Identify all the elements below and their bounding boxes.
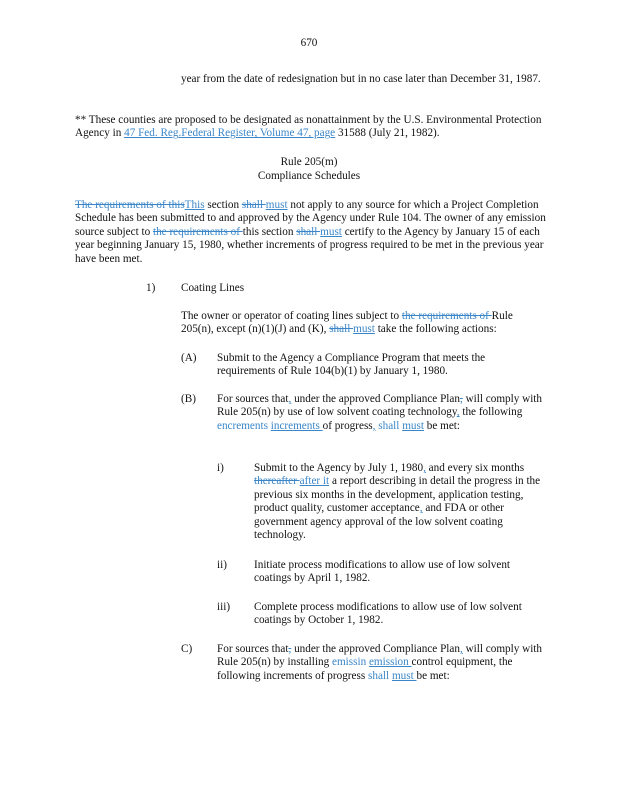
deleted-text: shall (296, 225, 321, 238)
item-iii-label: iii) (217, 601, 231, 613)
inserted-text: must (320, 225, 342, 238)
continuation-paragraph: year from the date of redesignation but in no case later than December 31, 1987. (181, 73, 541, 85)
footnote-inserted-ref-full: Federal Register, Volume 47, page (181, 127, 336, 140)
item-b-text: For sources that, under the approved Compliance Plan, will comply with Rule 205(n) by use of low solvent coating technology, the following encrements increments of progress, shall must be met: (217, 393, 543, 432)
inserted-text: must (353, 323, 375, 336)
item-b-label: (B) (181, 393, 196, 405)
inserted-text: must (391, 669, 417, 682)
deleted-text: shall (241, 199, 266, 211)
inserted-text: encrements (217, 419, 271, 432)
inserted-text: shall (378, 419, 400, 432)
item-a-text: Submit to the Agency a Compliance Program that meets the requirements of Rule 104(b)(1) by January 1, 1980. (217, 352, 486, 378)
inserted-text: This (184, 199, 205, 211)
intro-paragraph: The requirements of thisThis section shall must not apply to any source for which a Project Completion Schedule has been submitted to and approved by the Agency under Rule 104. The owner of any emission source subject to the requirements of this section shall must certify to the Agency by January 15 of each year beginning January 15, 1980, whether increments of progress required to be met in the previous year have been met. (75, 199, 546, 265)
footnote-inserted-ref: 47 Fed. Reg. (124, 127, 182, 140)
section-1-paragraph: The owner or operator of coating lines subject to the requirements of Rule 205(n), except (n)(1)(J) and (K), shall must take the following actions: (181, 310, 513, 336)
inserted-text: shall (368, 669, 390, 682)
item-i-text: Submit to the Agency by July 1, 1980, and every six months thereafter after it a report describing in detail the progress in the previous six months in the development, application testing, product quality, customer acceptance, and FDA or other government agency approval of the low solvent coating technology. (254, 462, 541, 542)
footnote (75, 114, 560, 141)
item-i-label: i) (217, 462, 224, 474)
page-number: 670 (300, 37, 318, 49)
footnote-citation: 31588 (July 21, 1982). (335, 127, 440, 140)
inserted-text: emissin (331, 656, 367, 669)
section-1-heading: Coating Lines (181, 282, 245, 294)
deleted-text: The requirements of this (75, 199, 185, 211)
item-c-label: C) (181, 643, 193, 655)
inserted-text: after it (299, 475, 330, 488)
footnote-text: ** These counties are proposed to be designated as nonattainment by the U.S. Environmental Protection Agency in (75, 114, 542, 140)
inserted-text: increments (270, 419, 323, 432)
item-a-label: (A) (181, 352, 197, 364)
item-c-text: For sources that, under the approved Compliance Plan, will comply with Rule 205(n) by installing emissin emission control equipment, the following increments of progress shall must be met: (217, 643, 543, 682)
inserted-text: must (265, 199, 288, 211)
rule-title: Compliance Schedules (257, 170, 361, 182)
item-iii-text: Complete process modifications to allow use of low solvent coatings by October 1, 1982. (254, 601, 522, 627)
deleted-text: the requirements of (152, 225, 243, 238)
item-ii-text: Initiate process modifications to allow use of low solvent coatings by April 1, 1982. (254, 559, 511, 585)
deleted-text: the requirements of (401, 310, 492, 322)
deleted-text: thereafter (254, 475, 300, 488)
rule-number: Rule 205(m) (280, 156, 338, 168)
inserted-text: must (402, 419, 424, 432)
item-ii-label: ii) (217, 559, 227, 571)
section-1-number: 1) (146, 282, 156, 294)
inserted-text: emission (368, 656, 412, 669)
deleted-text: shall (329, 323, 354, 336)
